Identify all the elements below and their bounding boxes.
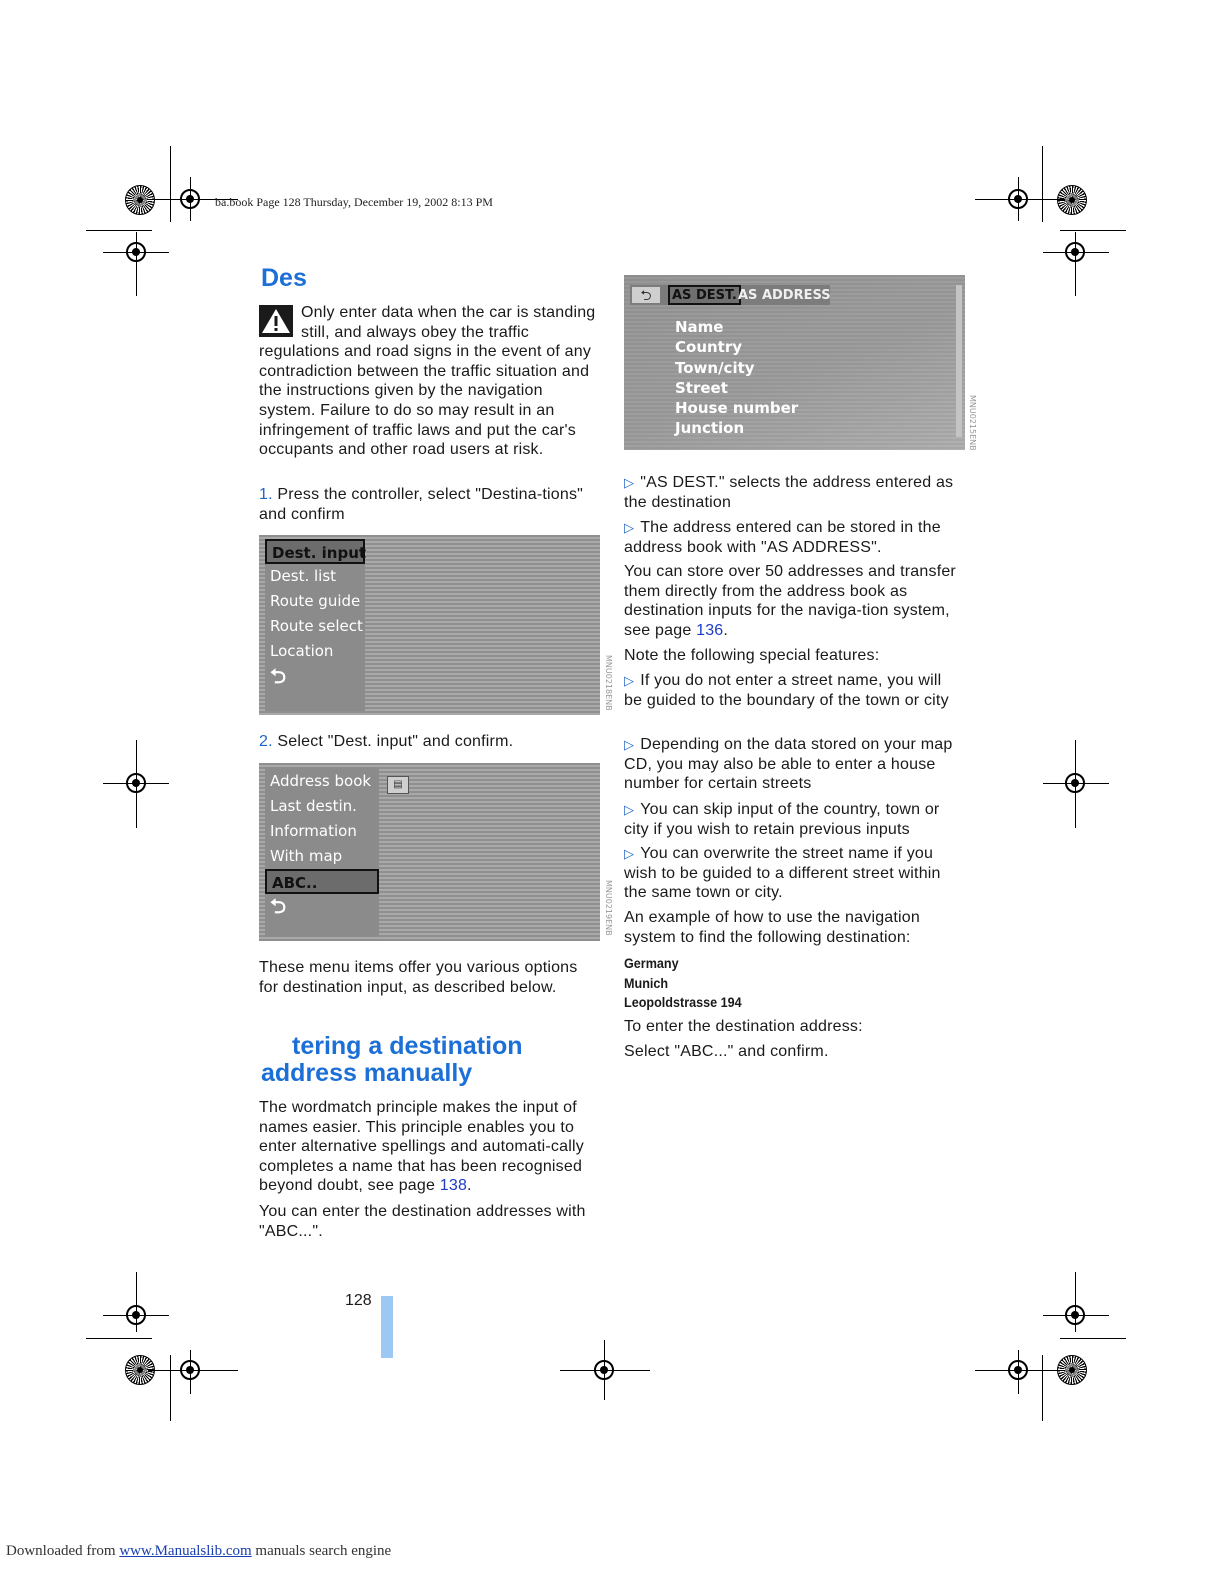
nav-screen-destinations-menu — [259, 535, 600, 715]
dest-country: Germany — [624, 955, 679, 971]
nav-screen-address-entry — [624, 275, 965, 450]
figure-id: MNU0219ENB — [604, 880, 613, 936]
paragraph-store-addresses: You can store over 50 addresses and transfer them directly from the address book as destination inputs for the naviga-tion system, see page 136. — [624, 563, 956, 639]
menu-item-location[interactable]: Location — [270, 642, 334, 660]
registration-target-icon — [1065, 242, 1085, 262]
download-footer: Downloaded from www.Manualslib.com manuals search engine — [6, 1543, 392, 1559]
registration-target-icon — [1065, 1305, 1085, 1325]
field-country[interactable]: Country — [675, 338, 743, 357]
registration-target-icon — [126, 773, 146, 793]
paragraph: To enter the destination address: — [624, 1018, 863, 1035]
registration-target-icon — [180, 189, 200, 209]
example-destination — [624, 954, 755, 1013]
warning-triangle-icon — [259, 305, 293, 337]
figure-id: MNU0218ENB — [604, 655, 613, 711]
menu-item-last-destin[interactable]: Last destin. — [270, 797, 357, 815]
menu-item-dest-input[interactable]: Dest. input — [265, 539, 365, 564]
field-name[interactable]: Name — [675, 318, 724, 336]
bullet-item: ▷ You can overwrite the street name if you wish to be guided to a different street within the same town or city. — [624, 845, 941, 902]
paragraph: Select "ABC..." and confirm. — [624, 1043, 829, 1060]
address-fields-list — [670, 317, 798, 439]
nav-screen-dest-input-menu — [259, 763, 600, 941]
menu-item-dest-list[interactable]: Dest. list — [270, 567, 337, 585]
bullet-triangle-icon: ▷ — [624, 802, 635, 817]
bullet-triangle-icon: ▷ — [624, 520, 635, 535]
registration-target-icon — [1065, 773, 1085, 793]
page-number: 128 — [345, 1292, 372, 1309]
bullet-triangle-icon: ▷ — [624, 846, 635, 861]
registration-target-icon — [1008, 189, 1028, 209]
bullet-item: ▷ If you do not enter a street name, you will be guided to the boundary of the town or city — [624, 672, 949, 709]
back-arrow-icon[interactable]: ⮌ — [270, 894, 287, 918]
registration-starburst-icon — [1057, 185, 1087, 215]
field-street[interactable]: Street — [675, 378, 728, 397]
paragraph-wordmatch: The wordmatch principle makes the input of names easier. This principle enables you to enter alternative spellings and automati-cally completes a name that has been recognised beyond doubt, see page 138. — [259, 1099, 584, 1195]
bullet-item: ▷ "AS DEST." selects the address entered as the destination — [624, 474, 954, 511]
section-heading: tering a destination address manually — [261, 1032, 523, 1087]
bullet-triangle-icon: ▷ — [624, 475, 635, 490]
back-arrow-icon[interactable]: ⮌ — [632, 287, 660, 303]
menu-item-route-select[interactable]: Route select — [270, 617, 363, 635]
field-junction[interactable]: Junction — [675, 419, 745, 438]
paragraph: You can enter the destination addresses with "ABC...". — [259, 1203, 586, 1240]
registration-target-icon — [126, 242, 146, 262]
registration-target-icon — [126, 1305, 146, 1325]
bullet-triangle-icon: ▷ — [624, 673, 635, 688]
registration-target-icon — [180, 1360, 200, 1380]
menu-item-address-book[interactable]: Address book — [270, 772, 372, 790]
manualslib-link[interactable]: www.Manualslib.com — [119, 1543, 252, 1559]
paragraph: Note the following special features: — [624, 647, 880, 664]
registration-target-icon — [1008, 1360, 1028, 1380]
print-slug: ba.book Page 128 Thursday, December 19, 2002 8:13 PM — [215, 195, 493, 209]
step-1: 1. Press the controller, select "Destina-tions" and confirm — [259, 486, 584, 523]
menu-item-route-guide[interactable]: Route guide — [270, 592, 361, 610]
field-town-city[interactable]: Town/city — [675, 358, 755, 377]
bullet-triangle-icon: ▷ — [624, 737, 635, 752]
registration-starburst-icon — [125, 185, 155, 215]
back-arrow-icon[interactable]: ⮌ — [270, 664, 287, 688]
menu-item-abc[interactable]: ABC.. — [265, 869, 379, 894]
warning-paragraph: Only enter data when the car is standing still, and always obey the traffic regulations and road signs in the event of any contradiction between the traffic situation and the instructions given by the navigation system. Failure to do so may result in an infringement of traffic laws and put the car's occupants and other road users at risk. — [259, 304, 596, 459]
tab-as-address[interactable]: AS ADDRESS — [738, 288, 831, 303]
section-heading: Des — [261, 264, 307, 292]
field-house-number[interactable]: House number — [675, 399, 799, 418]
menu-item-with-map[interactable]: With map — [270, 847, 343, 865]
figure-id: MNU0215ENB — [968, 395, 977, 451]
tab-as-dest[interactable]: AS DEST. — [668, 285, 741, 305]
bullet-item: ▷ Depending on the data stored on your map CD, you may also be able to enter a house number for certain streets — [624, 736, 953, 793]
paragraph: An example of how to use the navigation system to find the following destination: — [624, 909, 920, 946]
dest-city: Munich — [624, 974, 669, 991]
bullet-item: ▷ You can skip input of the country, town or city if you wish to retain previous inputs — [624, 801, 940, 838]
page-link[interactable]: 136 — [696, 621, 724, 639]
bullet-item: ▷ The address entered can be stored in the address book with "AS ADDRESS". — [624, 519, 941, 556]
address-book-icon: ▤ — [387, 776, 409, 794]
dest-street: Leopoldstrasse 194 — [624, 994, 742, 1010]
step-2: 2. Select "Dest. input" and confirm. — [259, 733, 514, 750]
registration-target-icon — [594, 1360, 614, 1380]
page-edge-tab — [381, 1296, 393, 1358]
menu-item-information[interactable]: Information — [270, 822, 357, 840]
paragraph: These menu items offer you various options for destination input, as described below. — [259, 959, 578, 996]
scrollbar[interactable] — [956, 285, 962, 437]
page-link[interactable]: 138 — [439, 1177, 468, 1195]
